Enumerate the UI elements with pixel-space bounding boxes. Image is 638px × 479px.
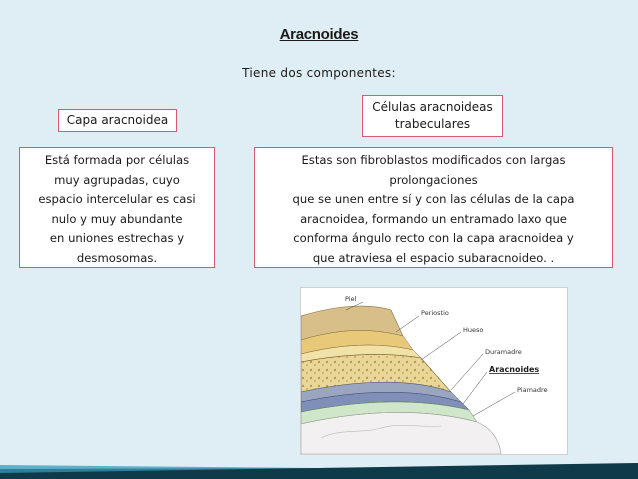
description-right-line: aracnoidea, formando un entramado laxo que <box>300 211 567 226</box>
description-left-line: espacio intercelular es casi <box>38 192 196 206</box>
description-left-line: desmosomas. <box>76 250 158 265</box>
header-celulas-line-2: trabeculares <box>394 117 471 131</box>
slide-title: Aracnoides <box>279 26 359 43</box>
description-right-line: que se unen entre sí y con las células de la capa <box>292 192 575 206</box>
header-capa-aracnoidea <box>58 109 177 132</box>
label-piamadre: Piamadre <box>517 386 548 394</box>
description-celulas-trabeculares <box>254 147 613 268</box>
description-left-line: en uniones estrechas y <box>49 231 185 245</box>
description-right-line: Estas son fibroblastos modificados con largas <box>301 153 566 167</box>
meninges-illustration <box>300 287 568 455</box>
header-capa-aracnoidea-text: Capa aracnoidea <box>66 113 169 127</box>
description-left-line: Está formada por células <box>44 153 190 167</box>
label-aracnoides: Aracnoides <box>489 365 540 374</box>
description-capa-aracnoidea <box>19 147 215 268</box>
description-right-line: prolongaciones <box>389 172 478 187</box>
header-celulas-line-1: Células aracnoideas <box>372 100 493 114</box>
header-celulas-trabeculares <box>362 95 503 137</box>
footer-decoration <box>0 459 638 479</box>
description-left-line: muy agrupadas, cuyo <box>54 172 180 187</box>
description-right-line: que atraviesa el espacio subaracnoideo. . <box>312 250 555 265</box>
description-left-line: nulo y muy abundante <box>51 211 183 226</box>
meninges-diagram <box>301 288 567 454</box>
label-periostio: Periostio <box>421 309 449 317</box>
label-piel: Piel <box>345 295 357 303</box>
label-duramadre: Duramadre <box>485 348 522 356</box>
slide-subtitle: Tiene dos componentes: <box>242 66 396 80</box>
description-right-line: conforma ángulo recto con la capa aracnoidea y <box>293 231 574 245</box>
label-hueso: Hueso <box>463 326 484 334</box>
